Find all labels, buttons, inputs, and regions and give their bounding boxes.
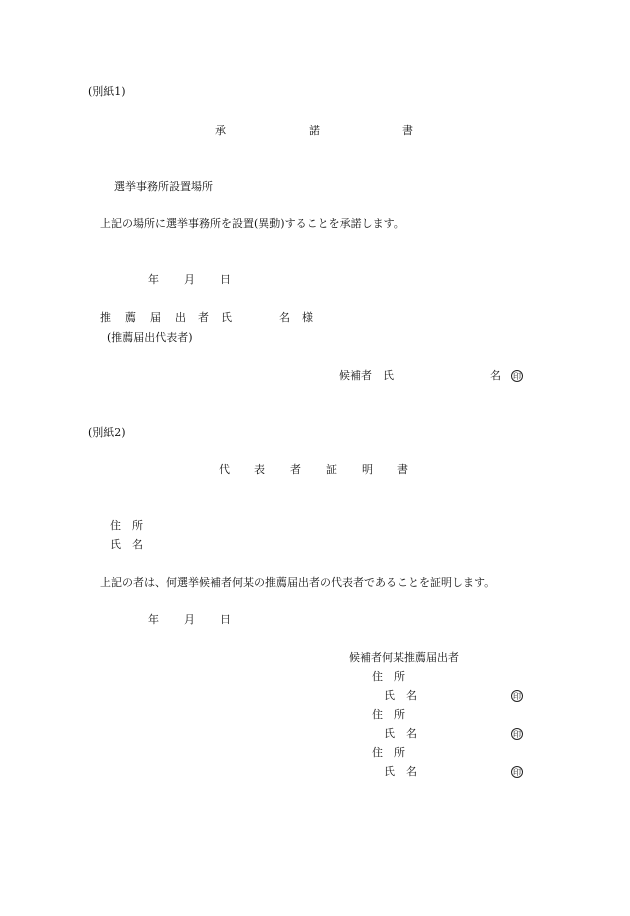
addressee-char-7: 名 [279,311,290,324]
addressee-char-1: 推 [100,311,111,324]
signer-3-name-label: 氏 名 [384,765,417,778]
form2-label: (別紙2) [88,426,126,439]
signer-2-name-label: 氏 名 [384,727,417,740]
candidate-name-label: 名 [490,369,501,382]
form1-date-year: 年 [148,273,159,286]
form1-label: (別紙1) [88,85,126,98]
addressee-char-4: 出 [175,311,186,324]
form2-address-label: 住 所 [110,519,143,532]
signer-2-seal-icon: 印 [513,730,521,739]
form2-title-char-6: 書 [397,463,408,476]
addressee-char-5: 者 [198,311,209,324]
form1-statement: 上記の場所に選挙事務所を設置(異動)することを承諾します。 [100,217,405,230]
form2-title-char-4: 証 [326,463,337,476]
signer-3-seal-icon: 印 [513,768,521,777]
signer-1-seal-icon: 印 [513,692,521,701]
signer-2-address-label: 住 所 [372,708,405,721]
form1-date-month: 月 [184,273,195,286]
form2-title-char-2: 表 [254,463,265,476]
signer-heading: 候補者何某推薦届出者 [349,651,459,664]
form2-statement: 上記の者は、何選挙候補者何某の推薦届出者の代表者であることを証明します。 [100,576,496,589]
form2-name-label: 氏 名 [110,538,143,551]
form1-date-day: 日 [220,273,231,286]
form2-date-day: 日 [220,613,231,626]
form2-title-char-5: 明 [362,463,373,476]
signer-1-name-label: 氏 名 [384,689,417,702]
seal-icon: 印 [513,372,521,381]
office-location-label: 選挙事務所設置場所 [114,180,213,193]
addressee-char-8: 様 [302,311,313,324]
candidate-label: 候補者 氏 [339,369,394,382]
form1-title-char-3: 書 [402,124,413,137]
form1-title-char-2: 諾 [309,124,320,137]
addressee-char-6: 氏 [221,311,232,324]
signer-1-address-label: 住 所 [372,670,405,683]
form2-date-month: 月 [184,613,195,626]
form2-title-char-1: 代 [219,463,230,476]
form2-title-char-3: 者 [290,463,301,476]
addressee-note: (推薦届出代表者) [107,331,193,344]
addressee-char-3: 届 [150,311,161,324]
signer-3-address-label: 住 所 [372,746,405,759]
form1-title-char-1: 承 [215,124,226,137]
addressee-char-2: 薦 [125,311,136,324]
form2-date-year: 年 [148,613,159,626]
